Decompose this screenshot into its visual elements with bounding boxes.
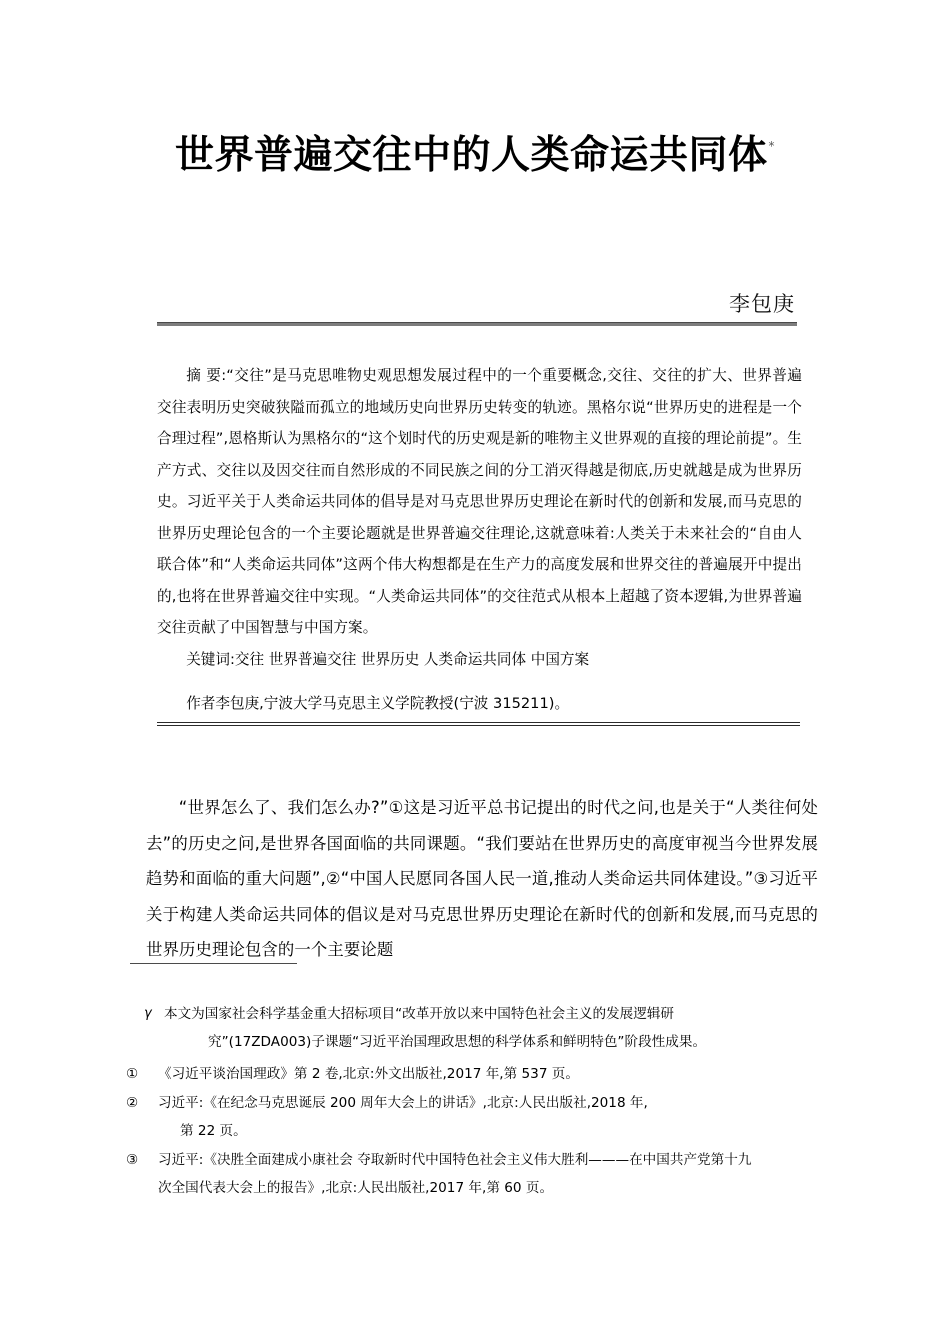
footnote-item — [122, 1089, 832, 1145]
footnote-item — [122, 1146, 832, 1202]
footnote-line: 习近平:《决胜全面建成小康社会 夺取新时代中国特色社会主义伟大胜利———在中国共产党第十九 — [158, 1152, 752, 1168]
footnote-separator-rule — [130, 963, 297, 964]
page-title-text: 世界普遍交往中的人类命运共同体 — [174, 133, 768, 179]
footnotes-block — [122, 1000, 832, 1203]
abstract-text: 摘 要:“交往”是马克思唯物史观思想发展过程中的一个重要概念,交往、交往的扩大、世界普遍交往表明历史突破狭隘而孤立的地域历史向世界历史转变的轨迹。黑格尔说“世界历史的进程是一个合理过程”,恩格斯认为黑格尔的“这个划时代的历史观是新的唯物主义世界观的直接的理论前提”。生产方式、交往以及因交往而自然形成的不同民族之间的分工消灭得越是彻底,历史就越是成为世界历史。习近平关于人类命运共同体的倡导是对马克思世界历史理论在新时代的创新和发展,而马克思的世界历史理论包含的一个主要论题就是世界普遍交往理论,这就意味着:人类关于未来社会的“自由人联合体”和“人类命运共同体”这两个伟大构想都是在生产力的高度发展和世界交往的普遍展开中提出的,也将在世界普遍交往中实现。“人类命运共同体”的交往范式从根本上超越了资本逻辑,为世界普遍交往贡献了中国智慧与中国方案。 — [157, 367, 802, 636]
author-row — [155, 288, 795, 318]
footnote-item — [122, 1060, 832, 1088]
footnote-marker: ③ — [126, 1152, 139, 1168]
footnote-text — [158, 1146, 832, 1202]
footnote-text — [164, 1000, 832, 1056]
author-bio-text: 作者李包庚,宁波大学马克思主义学院教授(宁波 315211)。 — [186, 695, 570, 712]
footnote-text — [158, 1089, 832, 1145]
footnote-line: 第 22 页。 — [180, 1123, 247, 1139]
footnote-line: 本文为国家社会科学基金重大招标项目“改革开放以来中国特色社会主义的发展逻辑研 — [164, 1006, 675, 1022]
title-divider-rule — [157, 322, 797, 326]
body-paragraph: “世界怎么了、我们怎么办?”①这是习近平总书记提出的时代之问,也是关于“人类往何处去”的历史之问,是世界各国面临的共同课题。“我们要站在世界历史的高度审视当今世界发展趋势和面临的重大问题”,②“中国人民愿同各国人民一道,推动人类命运共同体建设。”③习近平关于构建人类命运共同体的倡议是对马克思世界历史理论在新时代的创新和发展,而马克思的世界历史理论包含的一个主要论题 — [146, 798, 818, 959]
footnote-text — [158, 1060, 832, 1088]
abstract-block — [157, 360, 802, 675]
footnote-line: 究”(17ZDA003)子课题“习近平治国理政思想的科学体系和鲜明特色”阶段性成果。 — [208, 1034, 707, 1050]
footnote-line: 《习近平谈治国理政》第 2 卷,北京:外文出版社,2017 年,第 537 页。 — [158, 1066, 579, 1082]
page-title — [175, 134, 775, 178]
keywords-text: 关键词:交往 世界普遍交往 世界历史 人类命运共同体 中国方案 — [186, 650, 590, 668]
footnote-marker: ① — [126, 1066, 139, 1082]
footnote-line: 次全国代表大会上的报告》,北京:人民出版社,2017 年,第 60 页。 — [158, 1180, 554, 1196]
footnote-marker: ② — [126, 1095, 139, 1111]
title-footnote-marker: * — [768, 139, 775, 154]
footnote-line: 习近平:《在纪念马克思诞辰 200 周年大会上的讲话》,北京:人民出版社,2018 年, — [158, 1095, 648, 1111]
footnote-item — [122, 1000, 832, 1056]
body-block — [146, 790, 818, 968]
abstract-divider-rule — [157, 722, 800, 726]
author-name: 李包庚 — [729, 292, 795, 316]
title-block — [0, 108, 950, 204]
footnote-marker: γ — [144, 1006, 152, 1021]
author-bio-block — [157, 690, 802, 718]
